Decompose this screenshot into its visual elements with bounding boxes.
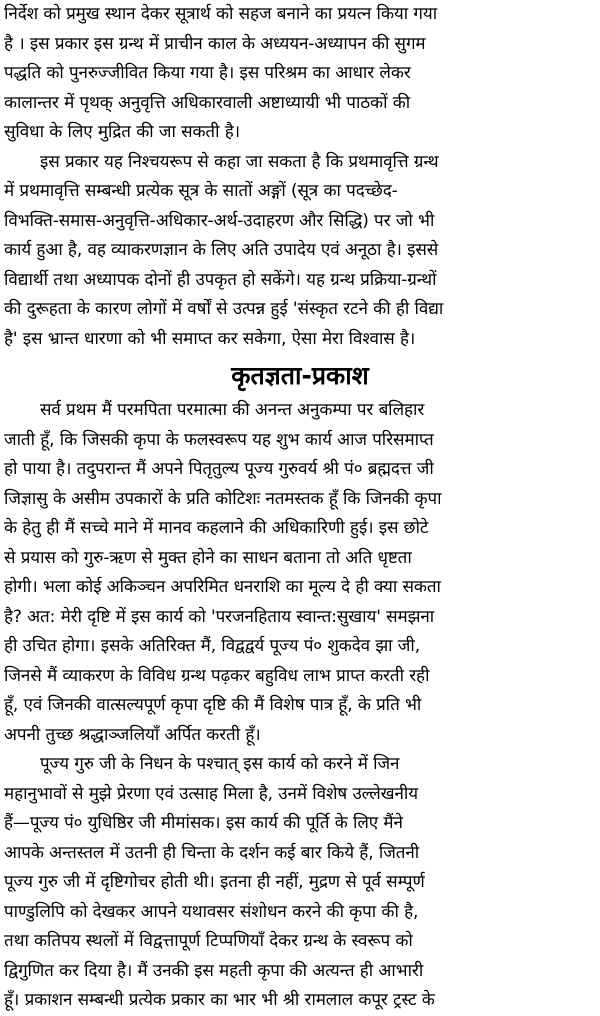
text-line: इस प्रकार यह निश्चयरूप से कहा जा सकता है कि प्रथमावृत्ति ग्रन्थ — [40, 151, 439, 172]
text-line: जिनसे मैं व्याकरण के विविध ग्रन्थ पढ़कर बहुविध लाभ प्राप्त करती रही — [4, 665, 430, 686]
text-line: सर्व प्रथम मैं परमपिता परमात्मा की अनन्त अनुकम्पा पर बलिहार — [40, 400, 425, 420]
text-line: विद्यार्थी तथा अध्यापक दोनों ही उपकृत हो सकेंगे। यह ग्रन्थ प्रक्रिया-ग्रन्थों — [4, 269, 437, 290]
text-line: हैं—पूज्य पं० युधिष्ठिर जी मीमांसक। इस कार्य की पूर्ति के लिए मैंने — [4, 813, 403, 833]
paragraph-intro-continuation — [4, 0, 596, 148]
text-line: महानुभावों से मुझे प्रेरणा एवं उत्साह मिला है, उनमें विशेष उल्लेखनीय — [4, 783, 418, 804]
text-line: सुविधा के लिए मुद्रित की जा सकती है। — [4, 122, 240, 142]
text-line: अपनी तुच्छ श्रद्धाञ्जलियाँ अर्पित करती हूँ। — [4, 724, 261, 745]
text-line: तथा कतिपय स्थलों में विद्वत्तापूर्ण टिप्पणियाँ देकर ग्रन्थ के स्वरूप को — [4, 931, 413, 951]
text-line: हूँ। प्रकाशन सम्बन्धी प्रत्येक प्रकार का भार भी श्री रामलाल कपूर ट्रस्ट के — [4, 990, 435, 1010]
text-line: जिज्ञासु के असीम उपकारों के प्रति कोटिशः नतमस्तक हूँ कि जिनकी कृपा — [4, 488, 442, 509]
text-line: निर्देश को प्रमुख स्थान देकर सूत्रार्थ को सहज बनाने का प्रयत्न किया गया — [4, 4, 438, 24]
text-line: होगी। भला कोई अकिञ्चन अपरिमित धनराशि का मूल्य दे ही क्या सकता — [4, 577, 441, 597]
text-line: पूज्य गुरु जी में दृष्टिगोचर होती थी। इतना ही नहीं, मुद्रण से पूर्व सम्पूर्ण — [4, 872, 425, 892]
text-line: से प्रयास को गुरु-ऋण से मुक्त होने का साधन बताना तो अति धृष्टता — [4, 547, 412, 568]
paragraph-gratitude — [4, 396, 596, 750]
text-line: पाण्डुलिपि को देखकर आपने यथावसर संशोधन करने की कृपा की है, — [4, 901, 419, 922]
text-line: में प्रथमावृत्ति सम्बन्धी प्रत्येक सूत्र के सातों अङ्गों (सूत्र का पदच्छेद- — [4, 181, 398, 201]
text-line: द्विगुणित कर दिया है। मैं उनकी इस महती कृपा की अत्यन्त ही आभारी — [4, 960, 424, 981]
text-line: आपके अन्तस्तल में उतनी ही चिन्ता के दर्शन कई बार किये हैं, जितनी — [4, 842, 420, 863]
section-heading: कृतज्ञता-प्रकाश — [231, 361, 369, 390]
text-line: है? अत: मेरी दृष्टि में इस कार्य को 'परजनहिताय स्वान्त:सुखाय' समझना — [4, 606, 435, 627]
text-line: है । इस प्रकार इस ग्रन्थ में प्राचीन काल के अध्ययन-अध्यापन की सुगम — [4, 33, 426, 54]
text-line: विभक्ति-समास-अनुवृत्ति-अधिकार-अर्थ-उदाहरण और सिद्धि) पर जो भी — [4, 210, 435, 231]
text-line: ही उचित होगा। इसके अतिरिक्त मैं, विद्वद्वर्य पूज्य पं० शुकदेव झा जी, — [4, 636, 420, 656]
text-line: कार्य हुआ है, वह व्याकरणज्ञान के लिए अति उपादेय एवं अनूठा है। इससे — [4, 240, 439, 260]
text-line: है' इस भ्रान्त धारणा को भी समाप्त कर सकेगा, ऐसा मेरा विश्वास है। — [4, 328, 416, 349]
text-line: की दुरूहता के कारण लोगों में वर्षों से उत्पन्न हुई 'संस्कृत रटने की ही विद्या — [4, 299, 444, 319]
text-line: कालान्तर में पृथक् अनुवृत्ति अधिकारवाली अष्टाध्यायी भी पाठकों की — [4, 92, 411, 113]
paragraph-acknowledgement — [4, 750, 596, 1016]
text-line: के हेतु ही मैं सच्चे माने में मानव कहलाने की अधिकारिणी हुई। इस छोटे — [4, 518, 429, 538]
paragraph-conclusion — [4, 148, 596, 355]
text-line: पद्धति को पुनरुज्जीवित किया गया है। इस परिश्रम का आधार लेकर — [4, 63, 411, 83]
text-line: जाती हूँ, कि जिसकी कृपा के फलस्वरूप यह शुभ कार्य आज परिसमाप्त — [4, 429, 434, 450]
text-line: हो पाया है। तदुपरान्त मैं अपने पितृतुल्य पूज्य गुरुवर्य श्री पं० ब्रह्मदत्त जी — [4, 459, 434, 479]
text-line: हूँ, एवं जिनकी वात्सल्यपूर्ण कृपा दृष्टि की मैं विशेष पात्र हूँ, के प्रति भी — [4, 695, 422, 715]
text-line: पूज्य गुरु जी के निधन के पश्चात् इस कार्य को करने में जिन — [40, 754, 400, 774]
